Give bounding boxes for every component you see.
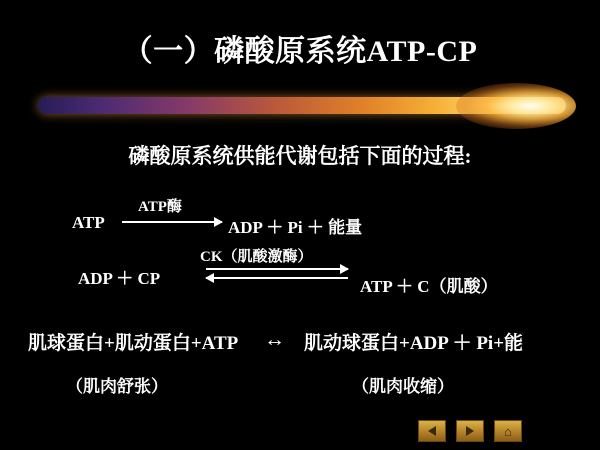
- equation2-left-term: ADP ＋ CP: [78, 269, 161, 288]
- prev-slide-button[interactable]: [418, 420, 446, 442]
- equation3-note-right: （肌肉收缩）: [352, 377, 454, 396]
- equation1-arrow-icon: [122, 221, 222, 223]
- subtitle-text: 磷酸原系统供能代谢包括下面的过程:: [128, 144, 472, 168]
- next-slide-button[interactable]: [456, 420, 484, 442]
- equation1-right-term: ADP ＋ Pi ＋ 能量: [228, 218, 363, 237]
- glow-highlight: [456, 83, 576, 129]
- page-title: （一）磷酸原系统ATP-CP: [122, 35, 478, 68]
- equation2-enzyme-label: CK（肌酸激酶）: [200, 249, 313, 265]
- previous-triangle-icon: [428, 426, 436, 436]
- home-icon: ⌂: [504, 423, 512, 439]
- home-slide-button[interactable]: [494, 420, 522, 442]
- equation3-note-left: （肌肉舒张）: [66, 377, 168, 396]
- equation2-arrow-backward-icon: [206, 277, 348, 279]
- equation3-right-term: 肌动球蛋白+ADP ＋ Pi+能: [304, 333, 524, 354]
- equation3-arrow-icon: ↔: [264, 327, 285, 351]
- equation1-enzyme-label: ATP酶: [138, 199, 182, 215]
- equation2-right-term: ATP ＋ C（肌酸）: [360, 277, 498, 296]
- decorative-glow-bar: [38, 88, 566, 128]
- equation1-left-term: ATP: [72, 213, 105, 232]
- equation2-arrow-forward-icon: [206, 268, 348, 270]
- slide-navigation: [418, 420, 522, 442]
- next-triangle-icon: [466, 426, 474, 436]
- equation2-reversible-arrow-icon: [206, 268, 348, 282]
- equation3-left-term: 肌球蛋白+肌动蛋白+ATP: [28, 333, 239, 354]
